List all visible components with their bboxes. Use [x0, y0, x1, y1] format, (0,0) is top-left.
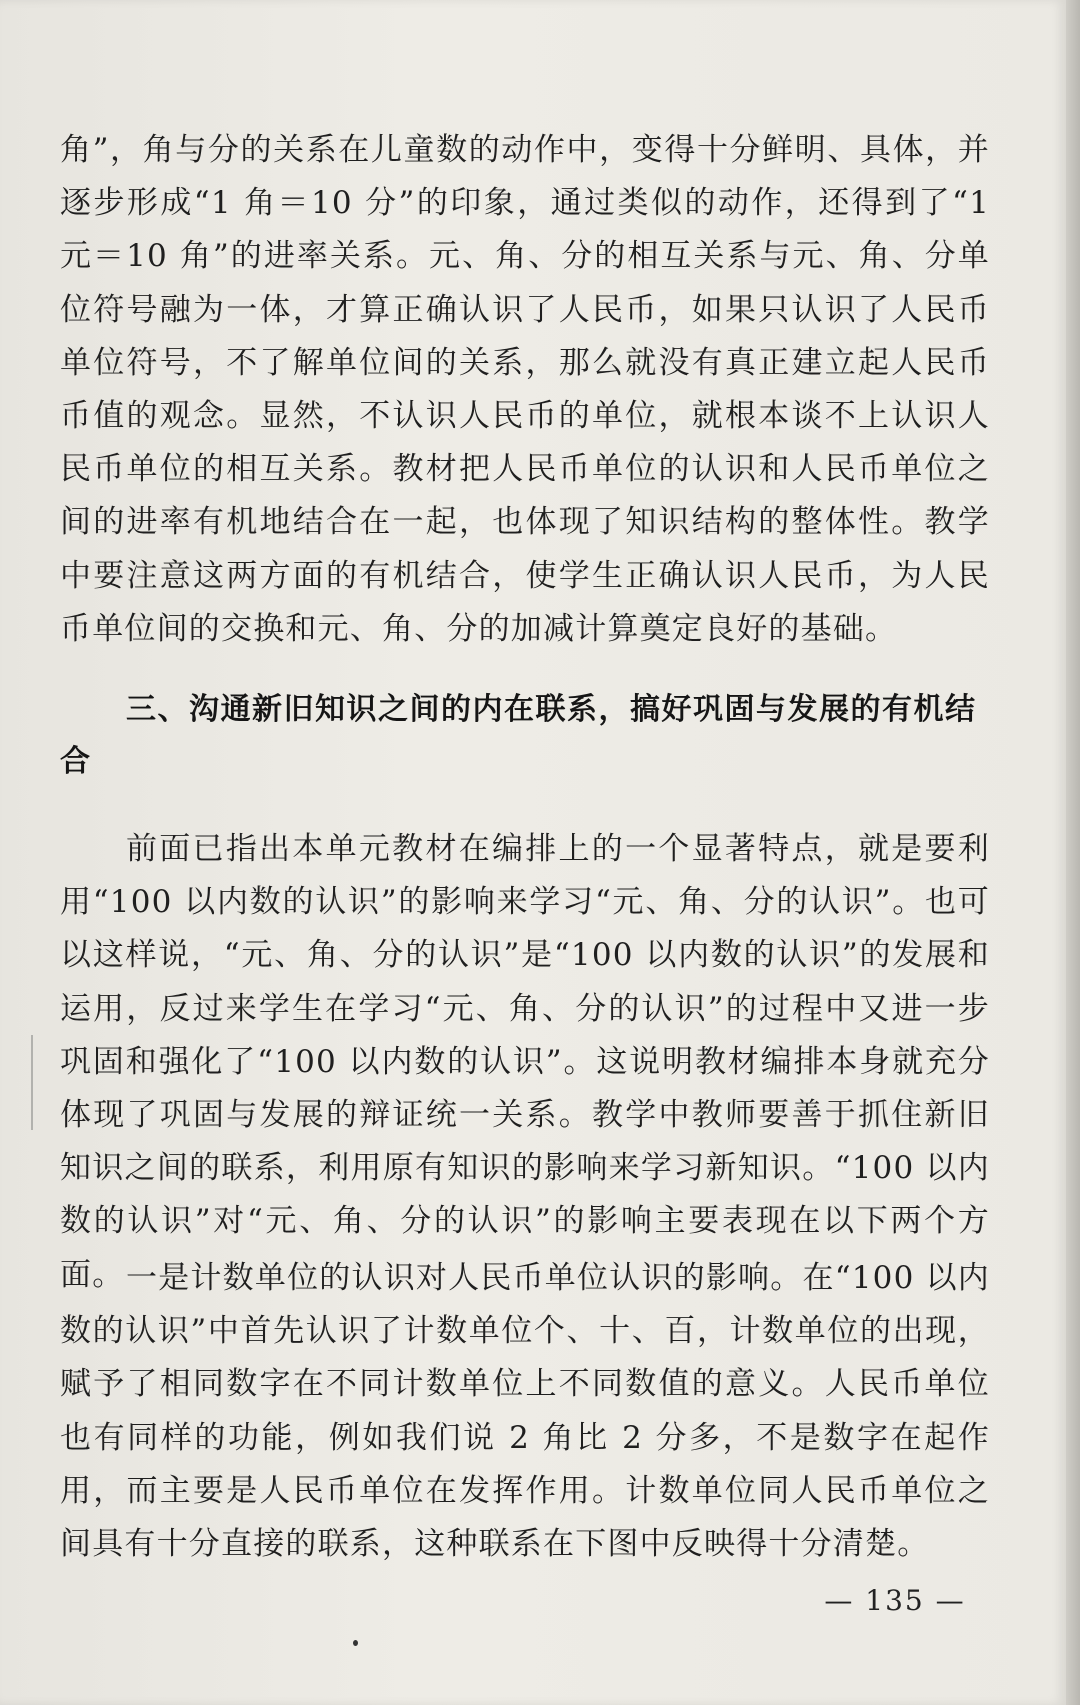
paragraph-3: 一是计数单位的认识对人民币单位认识的影响。在“100 以内数的认识”中首先认识了计数单位个、十、百，计数单位的出现，赋予了相同数字在不同计数单位上不同数值的意义。人民币单位也有同样的功能，例如我们说 2 角比 2 分多，不是数字在起作用，而主要是人民币单位在发挥作用。计数单位同人民币单位之间具有十分直接的联系，这种联系在下图中反映得十分清楚。 — [60, 1260, 990, 1563]
page-edge-shadow — [1066, 0, 1080, 1705]
paragraph-1: 角”，角与分的关系在儿童数的动作中，变得十分鲜明、具体，并逐步形成“1 角＝10 分”的印象，通过类似的动作，还得到了“1 元＝10 角”的进率关系。元、角、分的相互关系与元、角、分单位符号融为一体，才算正确认识了人民币，如果只认识了人民币单位符号，不了解单位间的关系，那么就没有真正建立起人民币币值的观念。显然，不认识人民币的单位，就根本谈不上认识人民币单位的相互关系。教材把人民币单位的认识和人民币单位之间的进率有机地结合在一起，也体现了知识结构的整体性。教学中要注意这两方面的有机结合，使学生正确认识人民币，为人民币单位间的交换和元、角、分的加减计算奠定良好的基础。 — [60, 132, 990, 647]
ink-speck — [353, 1640, 358, 1646]
section-heading: 三、沟通新旧知识之间的内在联系，搞好巩固与发展的有机结合 — [60, 692, 977, 779]
page-number: — 135 — — [824, 1584, 966, 1617]
paragraph-2: 前面已指出本单元教材在编排上的一个显著特点，就是要利用“100 以内数的认识”的影响来学习“元、角、分的认识”。也可以这样说，“元、角、分的认识”是“100 以内数的认识”的发展和运用，反过来学生在学习“元、角、分的认识”的过程中又进一步巩固和强化了“100 以内数的认识”。这说明教材编排本身就充分体现了巩固与发展的辩证统一关系。教学中教师要善于抓住新旧知识之间的联系，利用原有知识的影响来学习新知识。“100 以内数的认识”对“元、角、分的认识”的影响主要表现在以下两个方面。 — [60, 831, 990, 1293]
margin-mark — [31, 1035, 33, 1130]
